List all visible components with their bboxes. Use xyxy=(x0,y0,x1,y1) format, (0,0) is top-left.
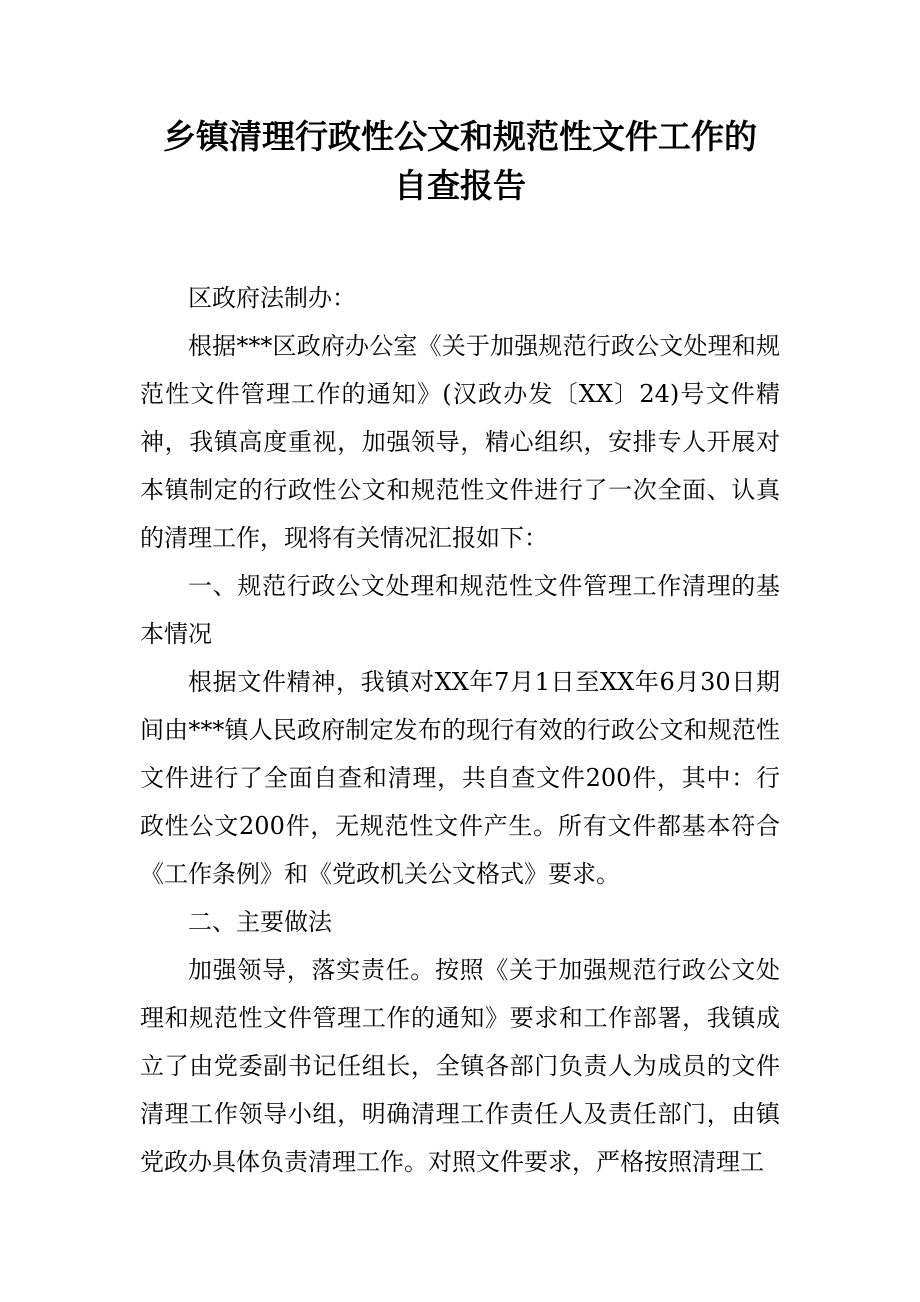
section-heading-1: 一、规范行政公文处理和规范性文件管理工作清理的基本情况 xyxy=(140,572,780,648)
paragraph-intro: 根据***区政府办公室《关于加强规范行政公文处理和规范性文件管理工作的通知》(汉政办发〔XX〕24)号文件精神，我镇高度重视，加强领导，精心组织，安排专人开展对本镇制定的行政性公文和规范性文件进行了一次全面、认真的清理工作，现将有关情况汇报如下： xyxy=(140,332,780,552)
paragraph-basic-situation: 根据文件精神，我镇对XX年7月1日至XX年6月30日期间由***镇人民政府制定发布的现行有效的行政公文和规范性文件进行了全面自查和清理，共自查文件200件，其中：行政性公文200件，无规范性文件产生。所有文件都基本符合《工作条例》和《党政机关公文格式》要求。 xyxy=(140,668,780,888)
section-heading-2: 二、主要做法 xyxy=(188,908,332,936)
document-body xyxy=(140,274,780,1186)
paragraph-main-practices: 加强领导，落实责任。按照《关于加强规范行政公文处理和规范性文件管理工作的通知》要求和工作部署，我镇成立了由党委副书记任组长，全镇各部门负责人为成员的文件清理工作领导小组，明确清理工作责任人及责任部门，由镇党政办具体负责清理工作。对照文件要求，严格按照清理工 xyxy=(140,956,780,1176)
salutation: 区政府法制办： xyxy=(188,284,356,312)
document-title-line-1: 乡镇清理行政性公文和规范性文件工作的 xyxy=(163,117,757,156)
document-title-line-2: 自查报告 xyxy=(394,166,526,205)
